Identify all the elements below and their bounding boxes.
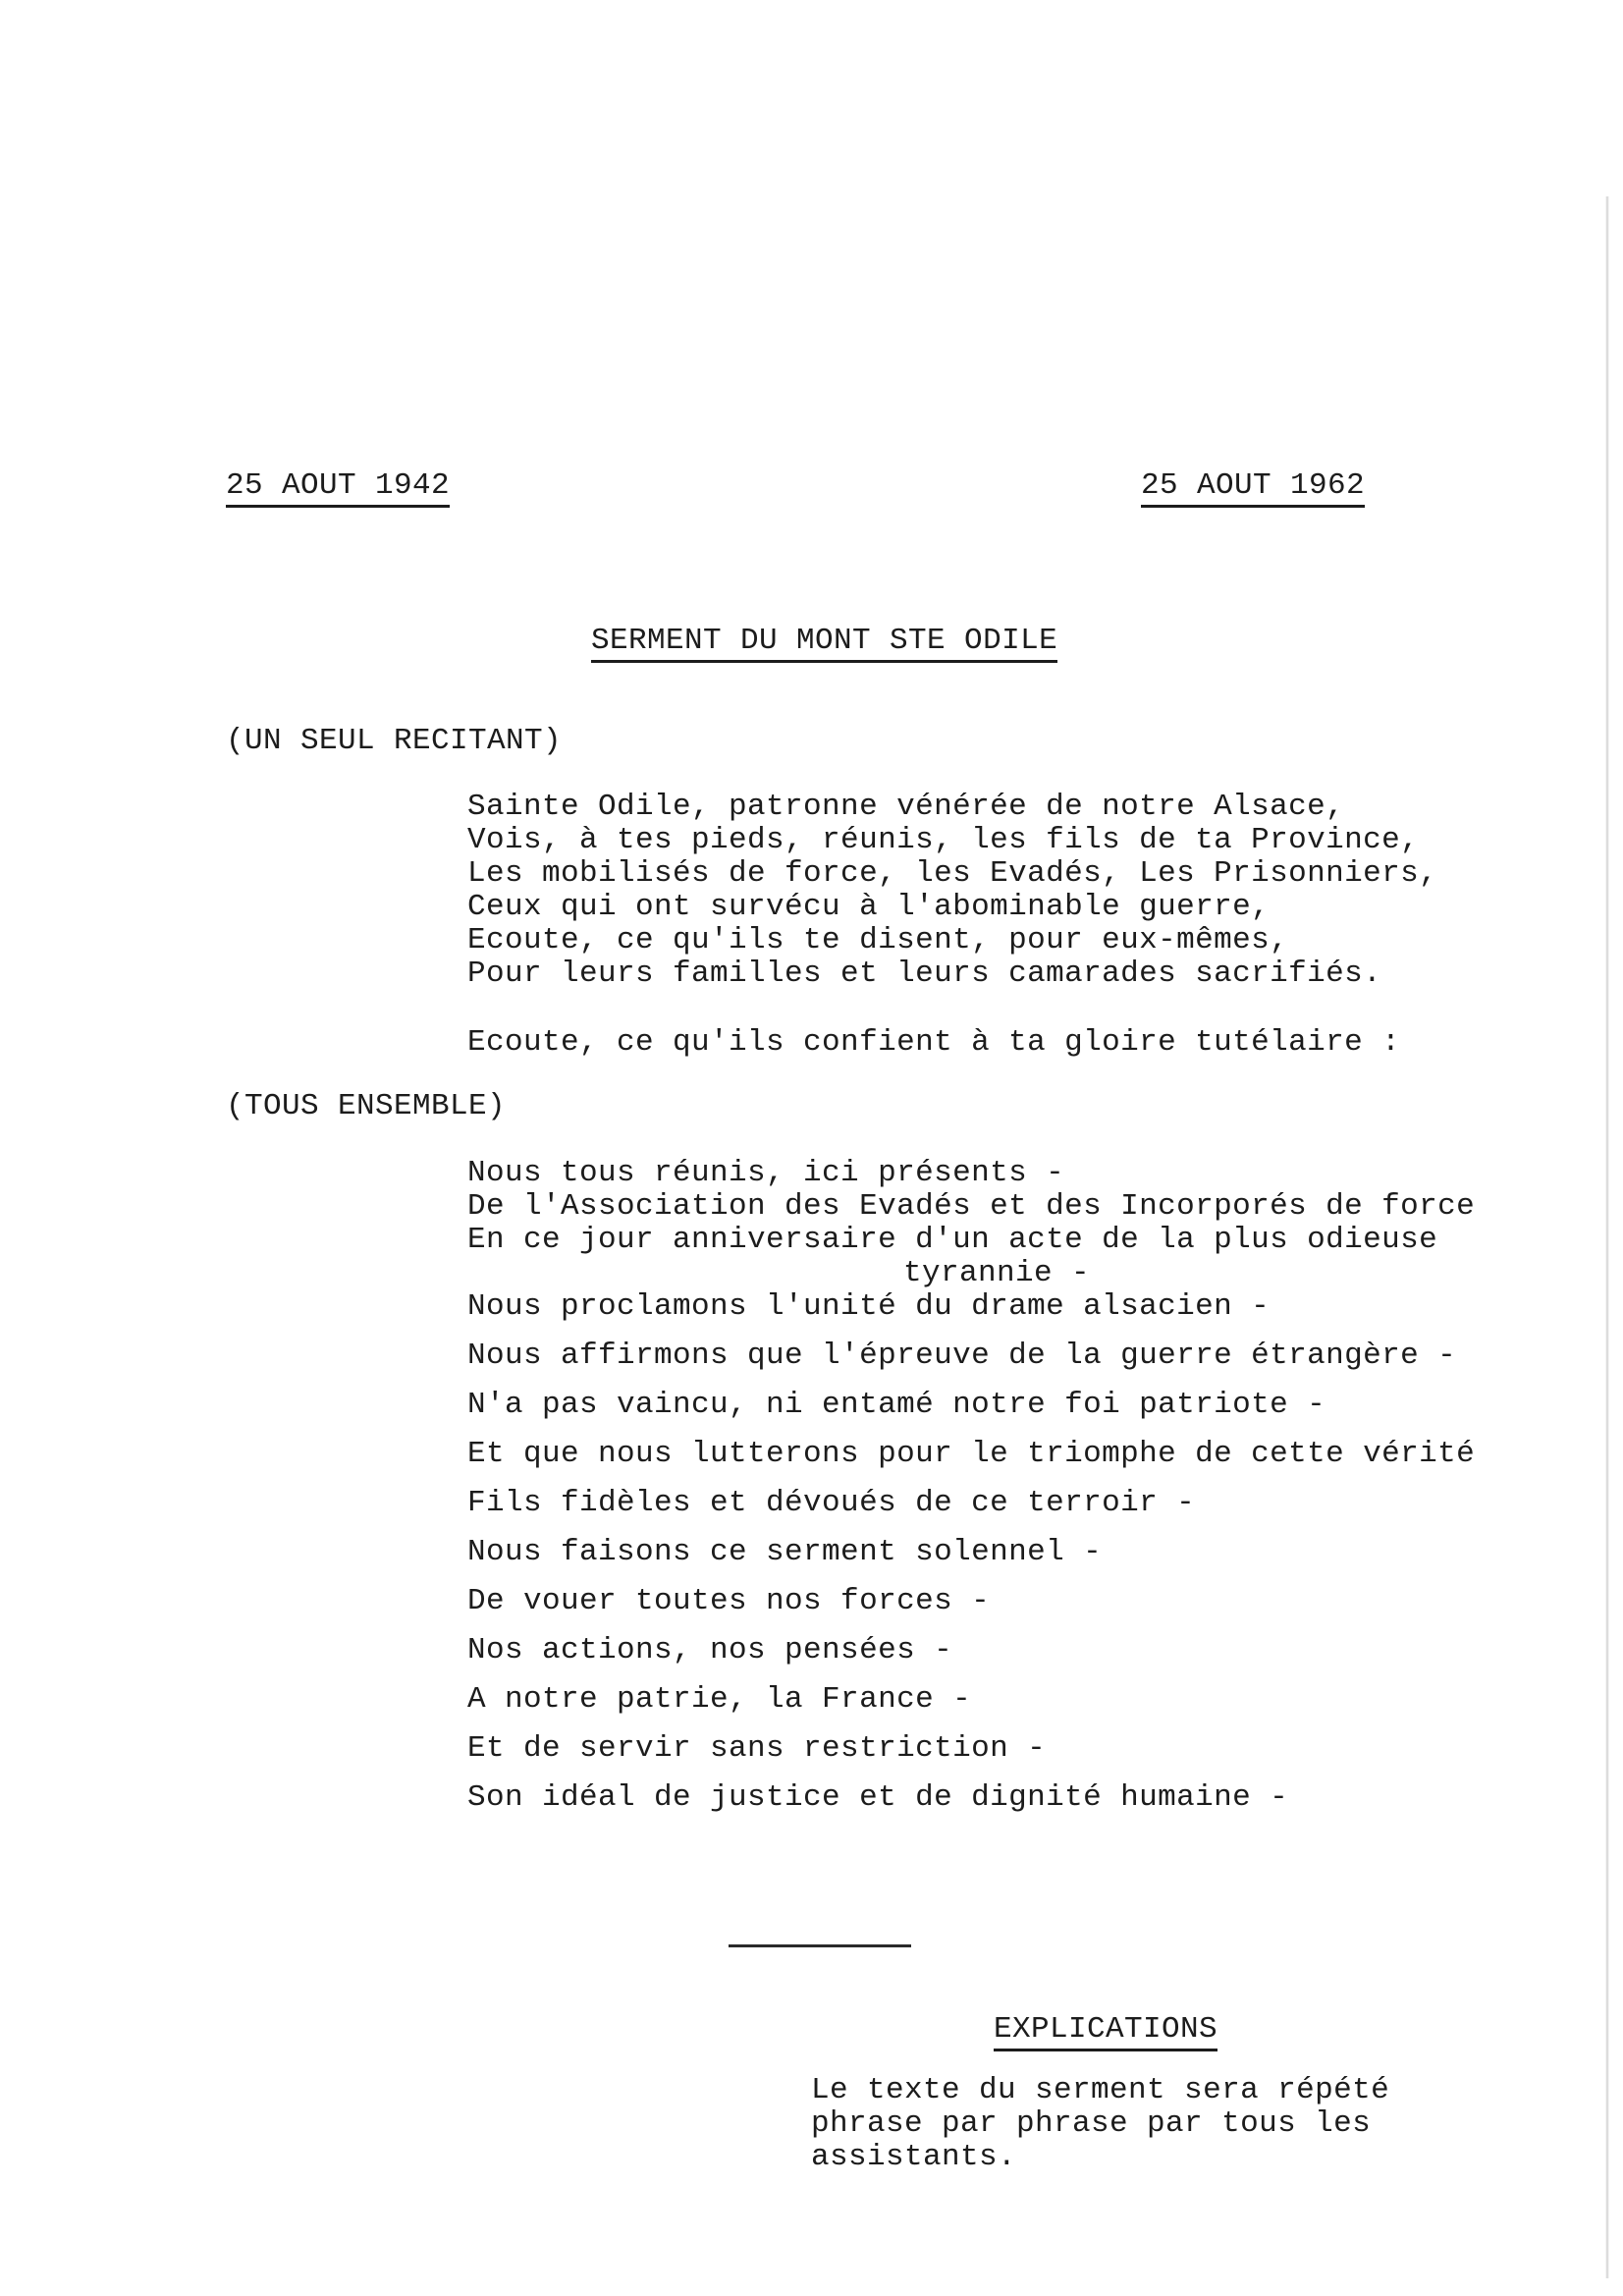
page-edge-shadow [1605,196,1609,2278]
oath-stanza [467,1157,1475,1815]
explanations-line: Le texte du serment sera répété [811,2073,1390,2107]
explanations-line: assistants. [811,2140,1017,2174]
explanations-line: phrase par phrase par tous les [811,2106,1372,2141]
oath-line: Son idéal de justice et de dignité humaine - [467,1780,1289,1815]
oath-line: N'a pas vaincu, ni entamé notre foi patriote - [467,1388,1326,1422]
explanations-title: EXPLICATIONS [994,2013,1217,2051]
date-right: 25 AOUT 1962 [1141,469,1365,508]
oath-line: De l'Association des Evadés et des Incorporés de force [467,1189,1476,1224]
explanations-body [811,2074,1389,2174]
invocation-close-line: Ecoute, ce qu'ils confient à ta gloire tutélaire : [467,1025,1401,1060]
invocation-stanza [467,791,1437,991]
invocation-line: Les mobilisés de force, les Evadés, Les Prisonniers, [467,856,1438,891]
oath-line: A notre patrie, la France - [467,1682,972,1717]
invocation-line: Pour leurs familles et leurs camarades sacrifiés. [467,957,1382,991]
document-title: SERMENT DU MONT STE ODILE [591,625,1057,663]
section-divider [729,1944,911,1947]
role-single-reciter: (UN SEUL RECITANT) [226,724,563,758]
invocation-line: Ecoute, ce qu'ils te disent, pour eux-mêmes, [467,923,1289,957]
oath-line: Nous tous réunis, ici présents - [467,1156,1065,1190]
oath-line: En ce jour anniversaire d'un acte de la plus odieuse [467,1223,1438,1257]
oath-line: Nous proclamons l'unité du drame alsacien - [467,1289,1271,1324]
oath-line: Et de servir sans restriction - [467,1731,1047,1766]
invocation-line: Vois, à tes pieds, réunis, les fils de ta Province, [467,823,1420,857]
oath-line: Et que nous lutterons pour le triomphe de cette vérité [467,1437,1476,1471]
oath-line: Fils fidèles et dévoués de ce terroir - [467,1486,1196,1520]
invocation-line: Sainte Odile, patronne vénérée de notre Alsace, [467,790,1345,824]
oath-line: Nous faisons ce serment solennel - [467,1535,1103,1569]
date-left: 25 AOUT 1942 [226,469,450,508]
oath-line: Nos actions, nos pensées - [467,1633,953,1667]
oath-line: De vouer toutes nos forces - [467,1584,991,1618]
role-all-together: (TOUS ENSEMBLE) [226,1089,507,1123]
invocation-close-stanza [467,1026,1400,1060]
invocation-line: Ceux qui ont survécu à l'abominable guerre, [467,890,1271,924]
oath-line-continuation: tyrannie - [902,1256,1090,1290]
oath-line: Nous affirmons que l'épreuve de la guerre étrangère - [467,1339,1457,1373]
